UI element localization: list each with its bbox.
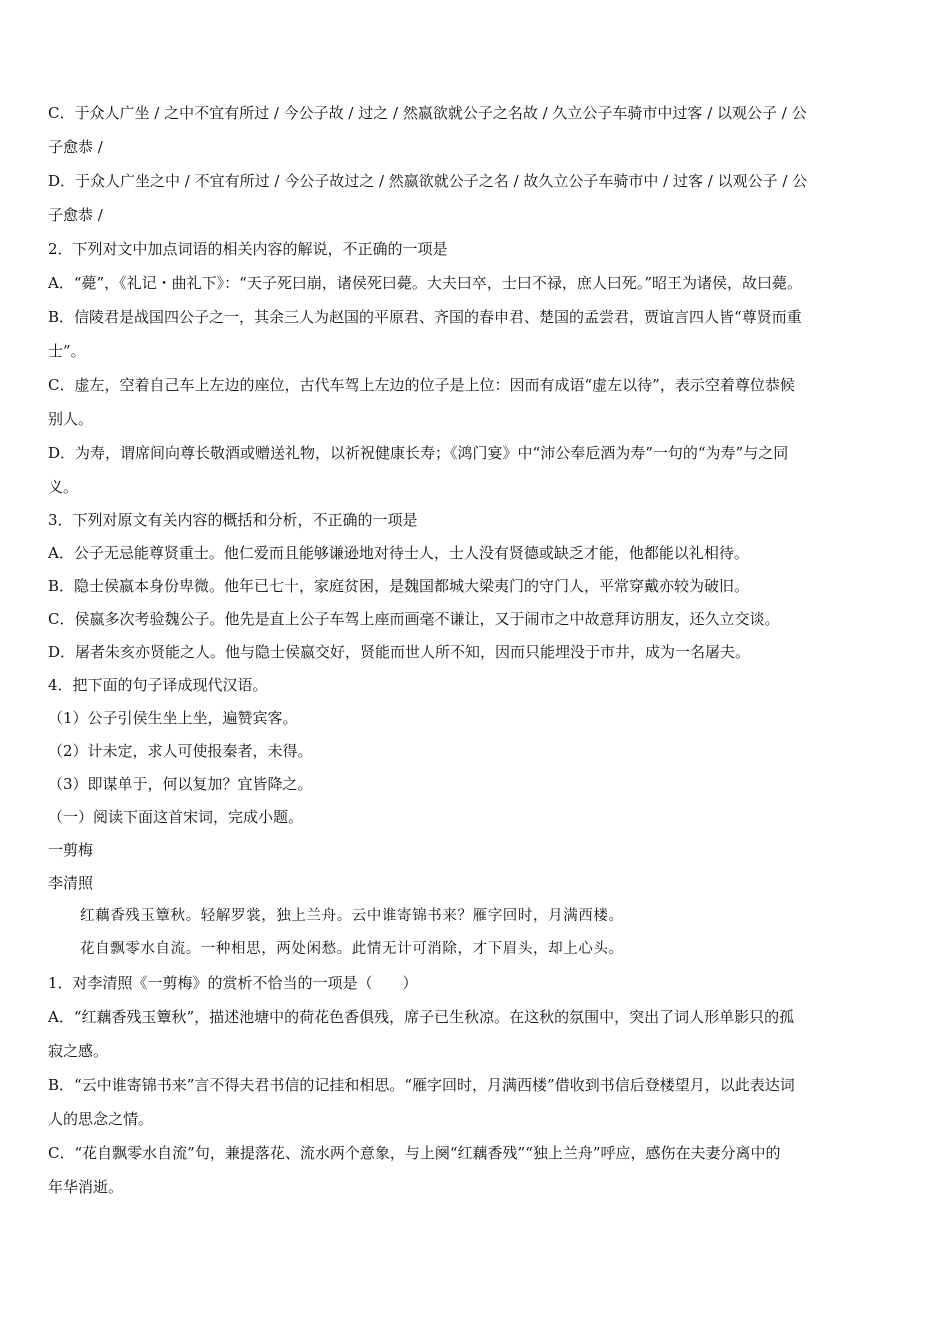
p1-stem: 1．对李清照《一剪梅》的赏析不恰当的一项是（ ） — [48, 974, 418, 992]
p1-option-b-line1: B．“云中谁寄锦书来”言不得夫君书信的记挂和相思。“雁字回时，月满西楼”借收到书信后登楼望月，以此表达词 — [48, 1076, 795, 1094]
document-page — [48, 96, 908, 1204]
p1-option-a-line1: A．“红藕香残玉簟秋”，描述池塘中的荷花色香俱残，席子已生秋凉。在这秋的氛围中，突出了词人形单影只的孤 — [48, 1008, 795, 1026]
section-heading: （一）阅读下面这首宋词，完成小题。 — [48, 808, 304, 826]
q3-option-a: A．公子无忌能尊贤重士。他仁爱而且能够谦逊地对待士人，士人没有贤德或缺乏才能，他都能以礼相待。 — [48, 544, 749, 562]
q1-option-d-line2: 子愈恭 / — [48, 206, 103, 224]
q3-option-d: D．屠者朱亥亦贤能之人。他与隐士侯嬴交好，贤能而世人所不知，因而只能埋没于市井，成为一名屠夫。 — [48, 643, 751, 661]
q2-option-c-line2: 别人。 — [48, 410, 94, 428]
q4-item-2: （2）计未定，求人可使报秦者，未得。 — [48, 742, 313, 760]
q2-option-d-line1: D．为寿，谓席间向尊长敬酒或赠送礼物，以祈祝健康长寿；《鸿门宴》中“沛公奉卮酒为寿”一句的“为寿”与之同 — [48, 444, 789, 462]
q4-stem: 4．把下面的句子译成现代汉语。 — [48, 676, 268, 694]
q1-option-d-line1: D．于众人广坐之中 / 不宜有所过 / 今公子故过之 / 然嬴欲就公子之名 / 故久立公子车骑市中 / 过客 / 以观公子 / 公 — [48, 172, 808, 190]
p1-option-b-line2: 人的思念之情。 — [48, 1110, 154, 1128]
p1-option-c-line2: 年华消逝。 — [48, 1178, 124, 1196]
q1-option-c-line1: C．于众人广坐 / 之中不宜有所过 / 今公子故 / 过之 / 然嬴欲就公子之名故 / 久立公子车骑市中过客 / 以观公子 / 公 — [48, 104, 807, 122]
q4-item-3: （3）即谋单于，何以复加？宜皆降之。 — [48, 775, 313, 793]
q4-item-1: （1）公子引侯生坐上坐，遍赞宾客。 — [48, 709, 298, 727]
poem-author: 李清照 — [48, 874, 94, 892]
poem-stanza-2: 花自飘零水自流。一种相思，两处闲愁。此情无计可消除，才下眉头，却上心头。 — [80, 941, 624, 957]
q3-option-c: C．侯嬴多次考验魏公子。他先是直上公子车驾上座而画毫不谦让，又于闹市之中故意拜访朋友，还久立交谈。 — [48, 610, 780, 628]
q2-option-b-line1: B．信陵君是战国四公子之一，其余三人为赵国的平原君、齐国的春申君、楚国的孟尝君，贾谊言四人皆“尊贤而重 — [48, 308, 802, 326]
q2-stem: 2．下列对文中加点词语的相关内容的解说，不正确的一项是 — [48, 240, 448, 258]
q2-option-b-line2: 士”。 — [48, 342, 86, 360]
poem-stanza-1: 红藕香残玉簟秋。轻解罗裳，独上兰舟。云中谁寄锦书来？雁字回时，月满西楼。 — [80, 908, 624, 924]
q2-option-c-line1: C．虚左，空着自己车上左边的座位，古代车驾上左边的位子是上位：因而有成语“虚左以待”，表示空着尊位恭候 — [48, 376, 795, 394]
q1-option-c-line2: 子愈恭 / — [48, 138, 103, 156]
q2-option-a: A．“薨”，《礼记・曲礼下》：“天子死曰崩，诸侯死曰薨。大夫曰卒，士曰不禄，庶人曰死。”昭王为诸侯，故曰薨。 — [48, 274, 803, 292]
p1-option-a-line2: 寂之感。 — [48, 1042, 109, 1060]
p1-option-c-line1: C．“花自飘零水自流”句，兼提落花、流水两个意象，与上阕“红藕香残”“独上兰舟”呼应，感伤在夫妻分离中的 — [48, 1144, 781, 1162]
poem-title: 一剪梅 — [48, 841, 94, 859]
q2-option-d-line2: 义。 — [48, 478, 79, 496]
q3-option-b: B．隐士侯嬴本身份卑微。他年已七十，家庭贫困，是魏国都城大梁夷门的守门人，平常穿戴亦较为破旧。 — [48, 577, 750, 595]
q3-stem: 3．下列对原文有关内容的概括和分析，不正确的一项是 — [48, 511, 418, 529]
